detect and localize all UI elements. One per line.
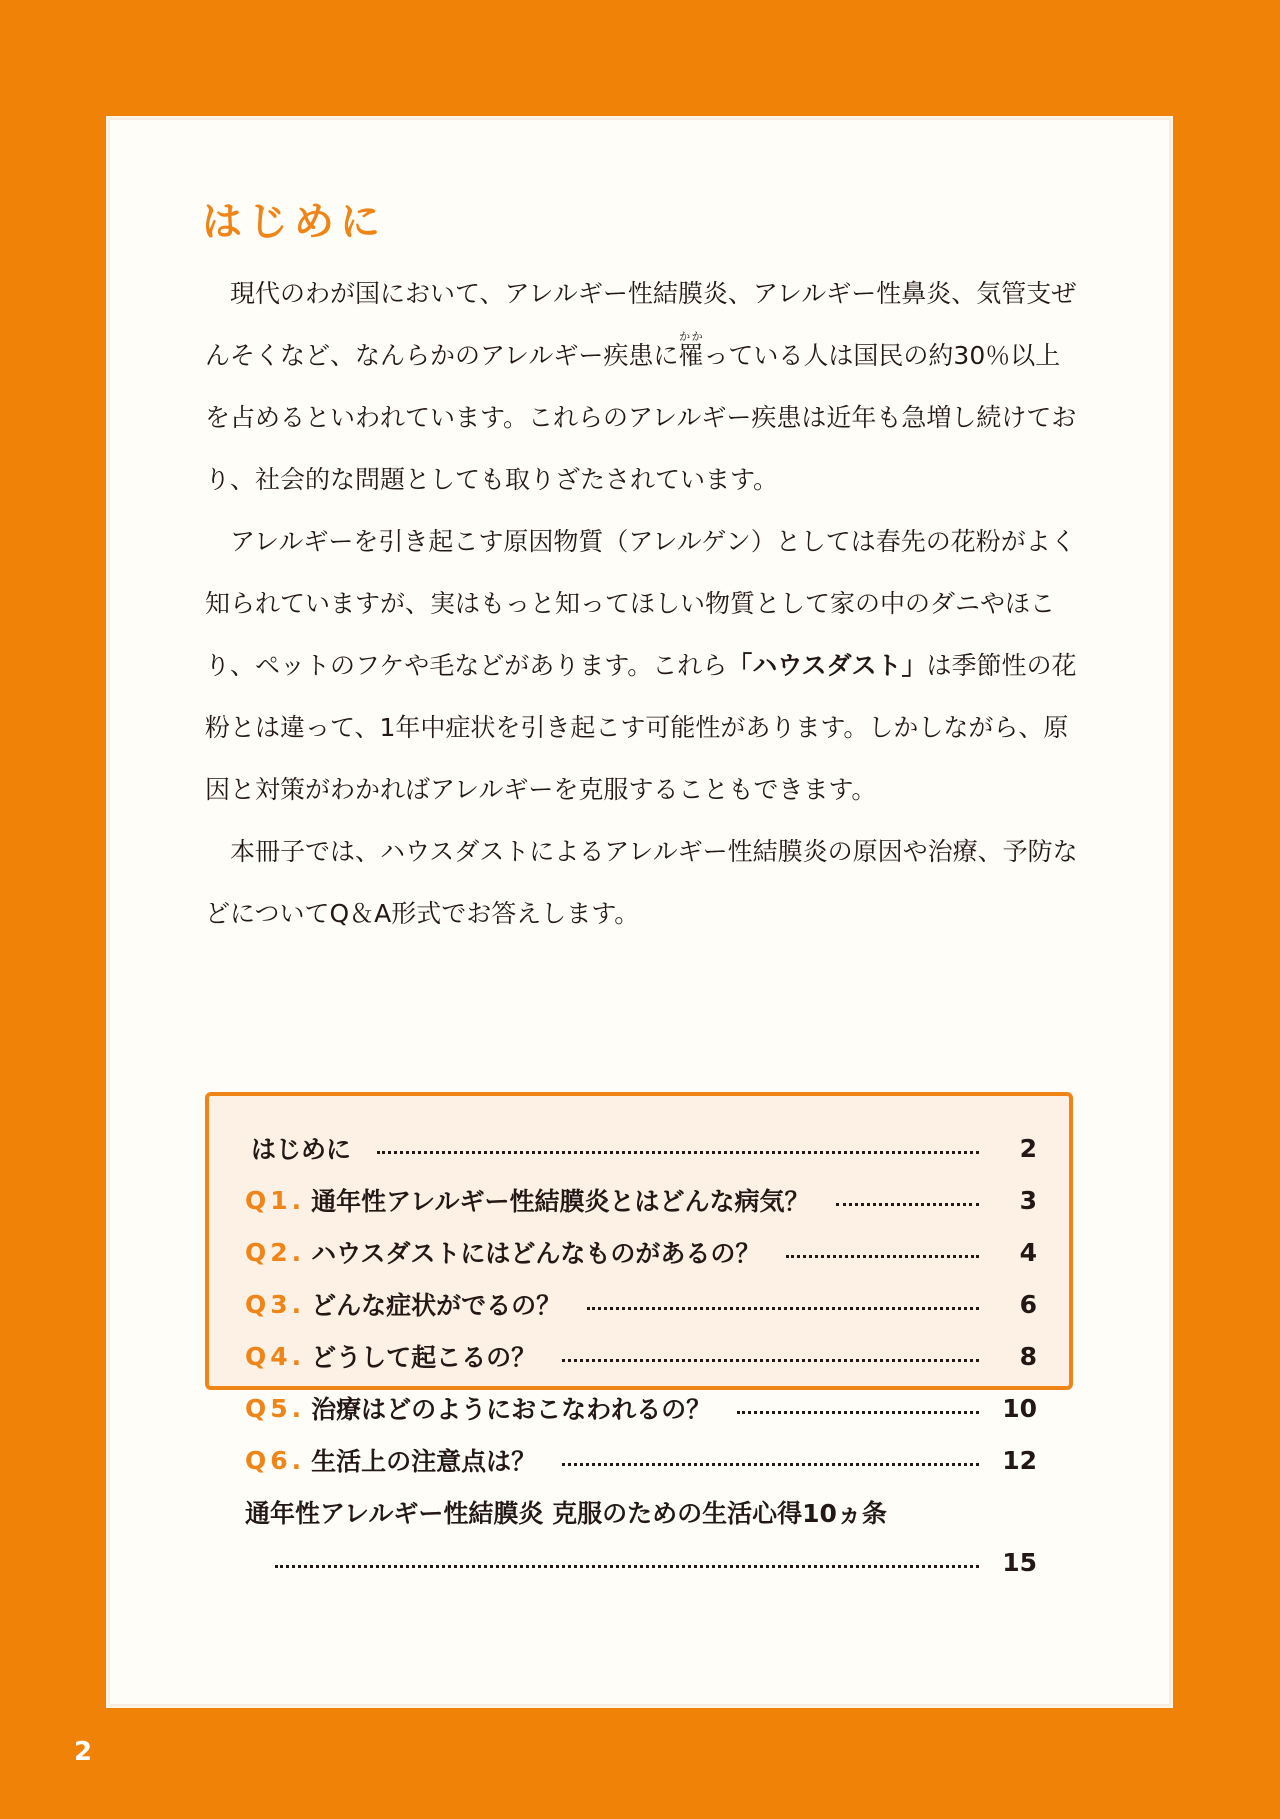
- paragraph-3: 本冊子では、ハウスダストによるアレルギー性結膜炎の原因や治療、予防などについてQ＆A形式でお答えします。: [205, 837, 1078, 928]
- toc-item-q2[interactable]: Q2. ハウスダストにはどんなものがあるの？ 4: [245, 1237, 1037, 1268]
- toc-item-q3[interactable]: Q3. どんな症状がでるの？ 6: [245, 1289, 1037, 1320]
- table-of-contents: [205, 1092, 1073, 1577]
- dot-leader: [587, 1307, 979, 1310]
- toc-item-intro[interactable]: はじめに 2: [251, 1133, 1037, 1164]
- house-dust-emphasis: 「ハウスダスト」: [727, 651, 927, 680]
- dot-leader: [786, 1255, 979, 1258]
- dot-leader: [562, 1463, 979, 1466]
- ruby-kakaru: 罹かか: [678, 330, 704, 370]
- dot-leader: [737, 1411, 979, 1414]
- toc-item-q4[interactable]: Q4. どうして起こるの？ 8: [245, 1341, 1037, 1372]
- paragraph-2: アレルギーを引き起こす原因物質（アレルゲン）としては春先の花粉がよく知られていますが、実はもっと知ってほしい物質として家の中のダニやほこり、ペットのフケや毛などがあります。これら「ハウスダスト」は季節性の花粉とは違って、1年中症状を引き起こす可能性があります。しかしながら、原因と対策がわかればアレルギーを克服することもできます。: [205, 527, 1077, 804]
- dot-leader: [836, 1203, 979, 1206]
- dot-leader: [275, 1565, 979, 1568]
- toc-item-tips-page[interactable]: 15: [245, 1538, 1037, 1586]
- page-title: はじめに: [202, 199, 386, 245]
- toc-item-q5[interactable]: Q5. 治療はどのようにおこなわれるの？ 10: [245, 1393, 1037, 1424]
- dot-leader: [562, 1359, 979, 1362]
- intro-text: [205, 263, 1085, 945]
- page-number: 2: [74, 1737, 93, 1767]
- toc-item-q6[interactable]: Q6. 生活上の注意点は？ 12: [245, 1445, 1037, 1476]
- page-content: [110, 120, 1169, 1704]
- dot-leader: [377, 1151, 979, 1154]
- toc-item-tips-title[interactable]: 通年性アレルギー性結膜炎 克服のための生活心得10ヵ条: [245, 1499, 887, 1528]
- paragraph-1: 現代のわが国において、アレルギー性結膜炎、アレルギー性鼻炎、気管支ぜんそくなど、なんらかのアレルギー疾患に罹かかっている人は国民の約30％以上を占めるといわれています。これらのアレルギー疾患は近年も急増し続けており、社会的な問題としても取りざたされています。: [205, 279, 1077, 494]
- toc-item-q1[interactable]: Q1. 通年性アレルギー性結膜炎とはどんな病気？ 3: [245, 1185, 1037, 1216]
